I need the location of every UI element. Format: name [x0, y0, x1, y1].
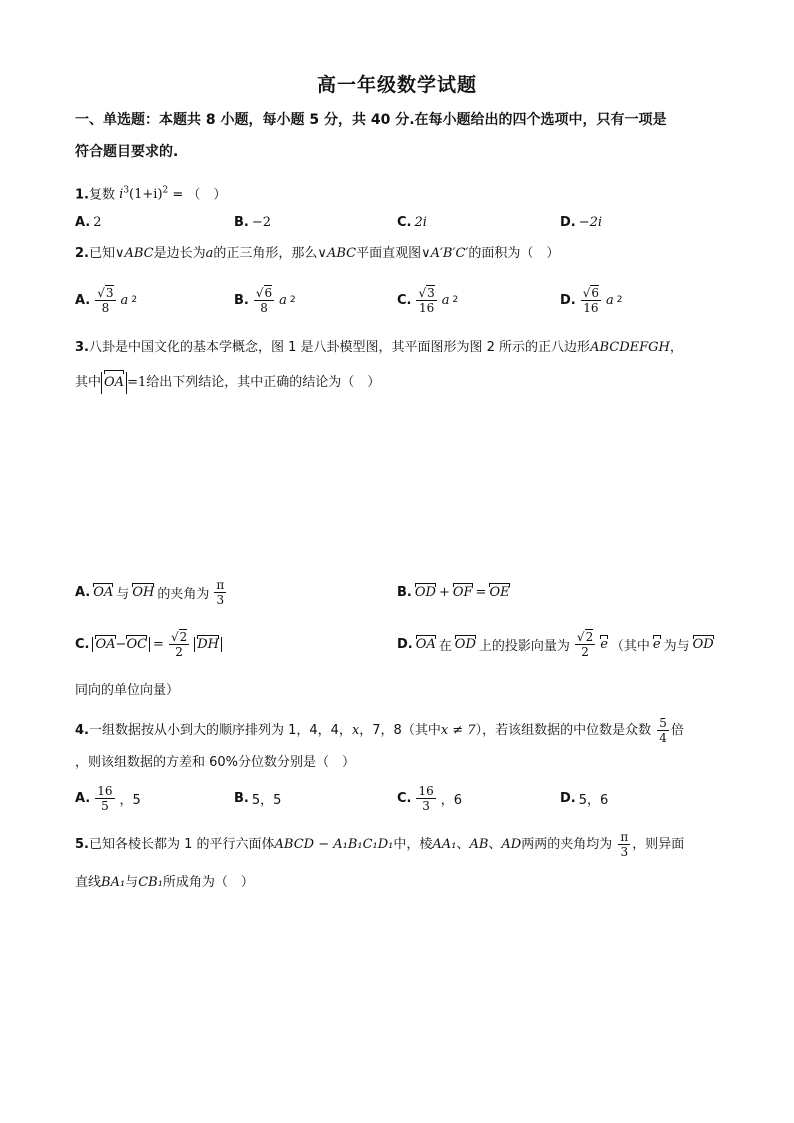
- q2-option-b[interactable]: B. $\frac{√6}{8}$ a 2: [234, 285, 296, 315]
- q2-option-c[interactable]: C. $\frac{√3}{16}$ a 2: [397, 285, 459, 315]
- q3-option-d[interactable]: D. OA 在 OD 上的投影向量为 $\frac{√2}{2}$ e （其中 e 为与 OD: [397, 629, 714, 659]
- question-5-line-2: 直线BA₁与CB₁所成角为（ ）: [75, 875, 254, 890]
- page-title: 高一年级数学试题: [316, 74, 477, 96]
- question-number: 4.: [75, 723, 89, 738]
- q4-option-a[interactable]: A. $\frac{16}{5}$ ，5: [75, 783, 141, 813]
- q1-option-b[interactable]: B. −2: [234, 214, 272, 230]
- q4-option-b[interactable]: B. 5，5: [234, 790, 282, 808]
- question-text-end: = （ ）: [172, 187, 227, 203]
- q1-option-a[interactable]: A. 2: [75, 214, 102, 230]
- question-5: 5.已知各棱长都为 1 的平行六面体ABCD − A₁B₁C₁D₁中，棱AA₁、AB、AD两两的夹角均为 $\frac{\pi}{3}$ ，则异面: [75, 830, 685, 859]
- section-header: [75, 104, 725, 168]
- question-3: 3.八卦是中国文化的基本学概念，图 1 是八卦模型图，其平面图形为图 2 所示的正八边形ABCDEFGH，: [75, 340, 683, 355]
- question-2: 2.已知∨ABC是边长为a的正三角形，那么∨ABC平面直观图∨A′B′C′的面积为（ ）: [75, 246, 560, 261]
- q2-option-d[interactable]: D. $\frac{√6}{16}$ a 2: [560, 285, 623, 315]
- question-number: 1.: [75, 187, 89, 203]
- question-3-line-2: 其中 OA =1给出下列结论，其中正确的结论为（ ）: [75, 372, 735, 394]
- q4-option-c[interactable]: C. $\frac{16}{3}$ ，6: [397, 783, 463, 813]
- question-4: 4.一组数据按从小到大的顺序排列为 1，4，4，x，7，8（其中x ≠ 7），若该组数据的中位数是众数 $\frac{5}{4}$ 倍: [75, 716, 684, 745]
- section-line-1: 一、单选题：本题共 8 小题，每小题 5 分，共 40 分.在每小题给出的四个选项中，只有一项是: [75, 112, 667, 128]
- question-number: 5.: [75, 837, 89, 852]
- q3-option-a[interactable]: A. OA 与 OH 的夹角为 $\frac{\pi}{3}$: [75, 577, 225, 607]
- question-4-line-2: ，则该组数据的方差和 60%分位数分别是（ ）: [75, 755, 356, 770]
- q3-option-c[interactable]: C. OA−OC = $\frac{√2}{2}$ DH: [75, 624, 222, 664]
- section-line-2: 符合题目要求的.: [75, 144, 179, 160]
- question-number: 2.: [75, 246, 89, 261]
- q3-option-d-continued: 同向的单位向量）: [75, 683, 180, 698]
- q1-option-d[interactable]: D. −2i: [560, 214, 603, 230]
- math-expression: $i^3(1+i)^2$: [119, 186, 169, 203]
- q4-option-d[interactable]: D. 5，6: [560, 790, 609, 808]
- question-text: 复数: [88, 187, 115, 203]
- q2-option-a[interactable]: A. $\frac{√3}{8}$ a 2: [75, 285, 138, 315]
- q3-option-b[interactable]: B. OD + OF = OE: [397, 584, 510, 600]
- question-number: 3.: [75, 340, 89, 355]
- q1-option-c[interactable]: C. 2i: [397, 214, 427, 230]
